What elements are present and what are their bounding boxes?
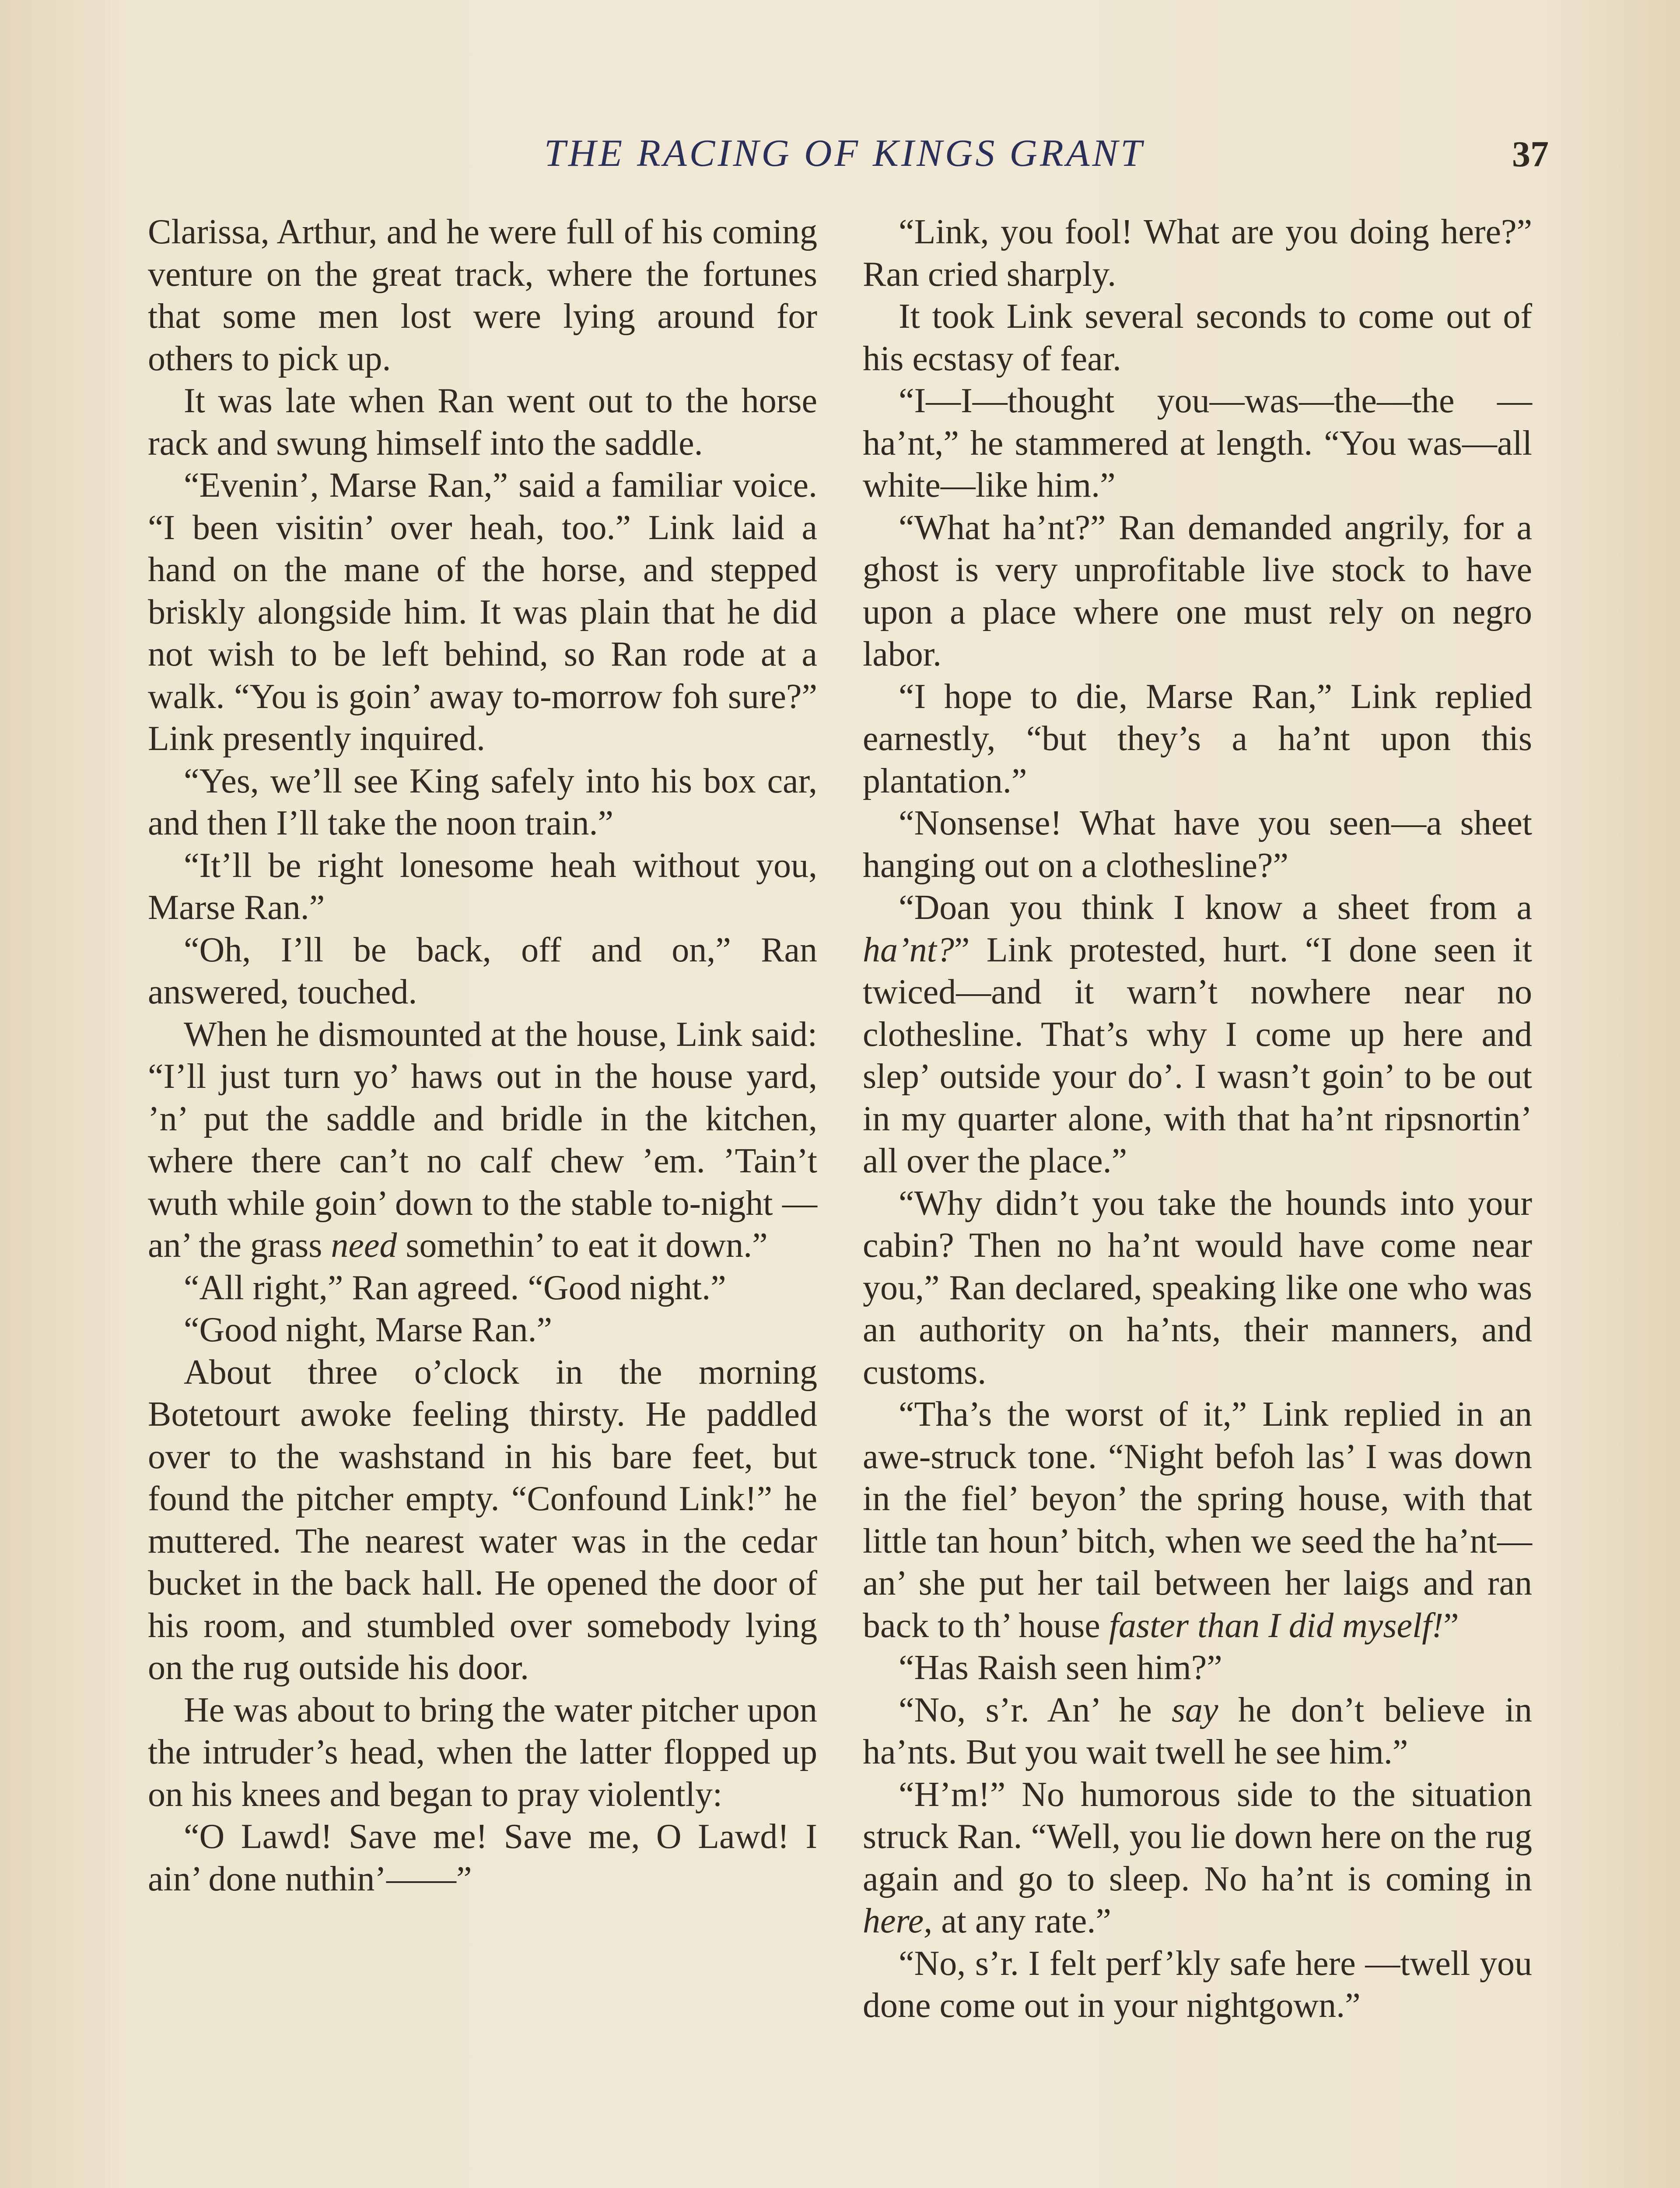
- paragraph: [148, 1013, 817, 1267]
- paragraph: [863, 380, 1532, 507]
- text-run: at any rate.”: [932, 1902, 1111, 1940]
- left-column: [148, 211, 817, 1900]
- text-run: ” Link protested, hurt. “I done seen it twiced—and it warn’t nowhere near no clothesline. That’s why I come up here and slep’ outside your do’. I wasn’t goin’ to be out in my quarter alone, with that ha’nt ripsnortin’ all over the place.”: [863, 930, 1532, 1180]
- text-run: he don’t believe in ha’nts. But you wait twell he see him.”: [863, 1690, 1532, 1771]
- text-run: “Has Raish seen him?”: [899, 1648, 1222, 1687]
- paragraph: [863, 802, 1532, 887]
- paragraph: [863, 1393, 1532, 1647]
- paragraph: [148, 929, 817, 1013]
- text-run: About three o’clock in the morning Botetourt awoke feeling thirsty. He paddled over to the washstand in his bare feet, but found the pitcher empty. “Confound Link!” he muttered. The nearest water was in the cedar bucket in the back hall. He opened the door of his room, and stumbled over somebody lying on the rug outside his door.: [148, 1353, 817, 1687]
- text-run: “Oh, I’ll be back, off and on,” Ran answered, touched.: [148, 930, 817, 1011]
- text-run: Clarissa, Arthur, and he were full of his coming venture on the great track, where the fortunes that some men lost were lying around for others to pick up.: [148, 213, 817, 378]
- italic-text: need: [331, 1226, 397, 1265]
- paragraph: [148, 760, 817, 845]
- italic-text: say: [1172, 1690, 1218, 1729]
- paragraph: [863, 1943, 1532, 2027]
- text-run: “Good night, Marse Ran.”: [184, 1311, 553, 1349]
- text-run: “Link, you fool! What are you doing here?” Ran cried sharply.: [863, 213, 1532, 294]
- text-run: It took Link several seconds to come out of his ecstasy of fear.: [863, 297, 1532, 378]
- running-title: THE RACING OF KINGS GRANT: [544, 132, 1145, 175]
- text-run: “Yes, we’ll see King safely into his box car, and then I’ll take the noon train.”: [148, 761, 817, 842]
- text-run: “No, s’r. An’ he: [899, 1690, 1172, 1729]
- text-run: ”: [1443, 1606, 1459, 1645]
- text-run: “I—I—thought you—was—the—the —ha’nt,” he stammered at length. “You was—all white—like him.”: [863, 382, 1532, 505]
- italic-text: faster than I did myself!: [1109, 1606, 1444, 1645]
- text-run: “O Lawd! Save me! Save me, O Lawd! I ain’ done nuthin’——”: [148, 1817, 817, 1898]
- paragraph: [863, 887, 1532, 1182]
- paragraph: [863, 1647, 1532, 1689]
- text-run: He was about to bring the water pitcher upon the intruder’s head, when the latter flopped up on his knees and began to pray violently:: [148, 1690, 817, 1814]
- text-run: “What ha’nt?” Ran demanded angrily, for a ghost is very unprofitable live stock to have upon a place where one must rely on negro labor.: [863, 508, 1532, 673]
- text-run: “Evenin’, Marse Ran,” said a familiar voice. “I been visitin’ over heah, too.” Link laid a hand on the mane of the horse, and stepped briskly alongside him. It was plain that he did not wish to be left behind, so Ran rode at a walk. “You is goin’ away to-morrow foh sure?” Link presently inquired.: [148, 466, 817, 758]
- italic-text: here,: [863, 1902, 933, 1940]
- paragraph: [863, 1689, 1532, 1774]
- text-run: When he dismounted at the house, Link said: “I’ll just turn yo’ haws out in the house yard, ’n’ put the saddle and bridle in the kitchen, where there can’t no calf chew ’em. ’Tain’t wuth while goin’ down to the stable to-night —an’ the grass: [148, 1015, 817, 1265]
- paragraph: [148, 1351, 817, 1689]
- text-run: “H’m!” No humorous side to the situation struck Ran. “Well, you lie down here on the rug again and go to sleep. No ha’nt is coming in: [863, 1775, 1532, 1898]
- text-run: “Doan you think I know a sheet from a: [899, 888, 1532, 927]
- text-run: “All right,” Ran agreed. “Good night.”: [184, 1268, 726, 1307]
- text-run: “Tha’s the worst of it,” Link replied in an awe-struck tone. “Night befoh las’ I was down in the fiel’ beyon’ the spring house, with that little tan houn’ bitch, when we seed the ha’nt—an’ she put her tail between her laigs and ran back to th’ house: [863, 1395, 1532, 1645]
- paragraph: [863, 295, 1532, 380]
- text-run: somethin’ to eat it down.”: [397, 1226, 768, 1265]
- text-run: “No, s’r. I felt perf’kly safe here —twell you done come out in your nightgown.”: [863, 1944, 1532, 2025]
- text-run: “It’ll be right lonesome heah without you, Marse Ran.”: [148, 846, 817, 927]
- paragraph: [148, 1309, 817, 1351]
- paragraph: [148, 1267, 817, 1309]
- paragraph: [148, 845, 817, 929]
- page-header: [140, 131, 1549, 179]
- paragraph: [863, 1774, 1532, 1943]
- right-column: [863, 211, 1532, 2027]
- text-run: “I hope to die, Marse Ran,” Link replied earnestly, “but they’s a ha’nt upon this plantation.”: [863, 677, 1532, 800]
- paragraph: [148, 1689, 817, 1816]
- text-run: “Why didn’t you take the hounds into your cabin? Then no ha’nt would have come near you,” Ran declared, speaking like one who was an authority on ha’nts, their manners, and customs.: [863, 1184, 1532, 1392]
- paragraph: [148, 380, 817, 464]
- paragraph: [863, 676, 1532, 803]
- paragraph: [148, 1816, 817, 1900]
- italic-text: ha’nt?: [863, 930, 954, 969]
- text-run: “Nonsense! What have you seen—a sheet hanging out on a clothesline?”: [863, 804, 1532, 885]
- paragraph: [863, 211, 1532, 295]
- paragraph: [148, 464, 817, 760]
- page-number: 37: [1512, 134, 1549, 175]
- text-run: It was late when Ran went out to the horse rack and swung himself into the saddle.: [148, 382, 817, 463]
- paragraph: [148, 211, 817, 380]
- paragraph: [863, 1182, 1532, 1394]
- paragraph: [863, 507, 1532, 676]
